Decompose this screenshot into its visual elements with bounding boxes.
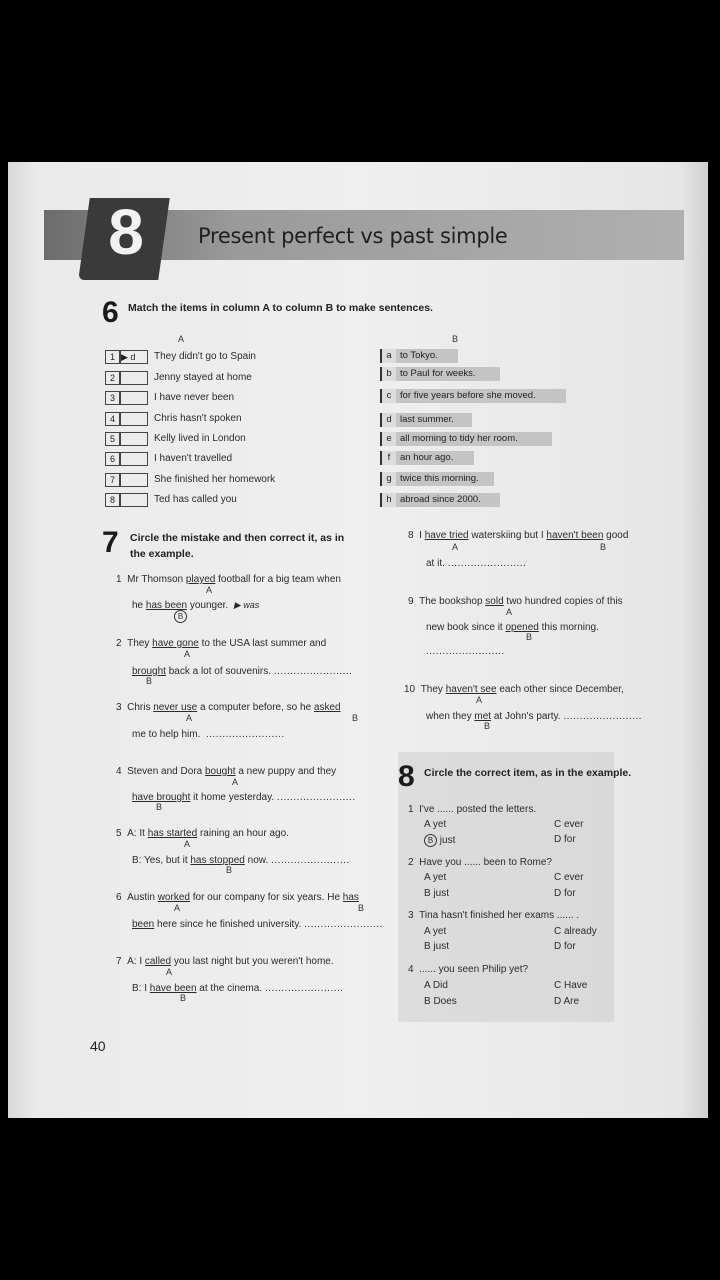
text: me to help him. — [132, 729, 201, 740]
item-number: 2 — [105, 371, 120, 385]
question-line — [116, 892, 359, 903]
answer-line[interactable]: ........................ — [563, 711, 643, 722]
item-letter: c — [382, 389, 396, 403]
option-b[interactable]: B just — [424, 941, 450, 952]
label-b: B — [146, 676, 153, 686]
dots[interactable]: ........................ — [426, 646, 505, 657]
answer-box[interactable] — [120, 493, 148, 507]
item-text: Ted has called you — [154, 494, 237, 505]
item-letter: b — [382, 367, 396, 381]
label-a: A — [476, 695, 483, 705]
text: each other since December, — [496, 684, 624, 695]
text: younger. — [187, 600, 229, 611]
text: They — [420, 684, 446, 695]
answer-box[interactable] — [120, 432, 148, 446]
text: this morning. — [538, 622, 599, 633]
option-d[interactable]: D for — [554, 888, 576, 899]
item-letter: h — [382, 493, 396, 507]
example-answer: ▶ was — [233, 600, 260, 610]
list-item — [380, 349, 458, 363]
answer-line[interactable]: ........................ — [271, 855, 350, 866]
question-line — [132, 600, 259, 611]
option-d[interactable]: D for — [554, 834, 576, 845]
exercise-8-instruction: Circle the correct item, as in the example. — [424, 767, 632, 779]
item-number: 4 — [105, 412, 120, 426]
item-text: twice this morning. — [400, 473, 479, 484]
exercise-7-instruction-line1: Circle the mistake and then correct it, as in — [130, 532, 345, 544]
item-text: abroad since 2000. — [400, 494, 481, 505]
exercise-7-number: 7 — [102, 526, 119, 559]
answer-box[interactable]: ▶ d — [120, 350, 148, 364]
label-b: B — [526, 632, 533, 642]
answer-box[interactable] — [120, 473, 148, 487]
label-b: B — [484, 721, 491, 731]
item-text: for five years before she moved. — [400, 390, 536, 401]
page-number: 40 — [90, 1038, 106, 1054]
label-a: A — [166, 967, 173, 977]
text: a computer before, so he — [197, 702, 314, 713]
option-a[interactable]: A yet — [424, 872, 447, 883]
item-text: She finished her homework — [154, 474, 276, 485]
answer-box[interactable] — [120, 391, 148, 405]
list-item — [380, 389, 566, 403]
text: a new puppy and they — [235, 766, 337, 777]
label-a: A — [174, 903, 181, 913]
option-b[interactable]: have been — [149, 983, 197, 994]
circled-answer: B — [424, 834, 437, 847]
text: They — [127, 638, 153, 649]
text: at it. — [426, 558, 445, 569]
option-c[interactable]: C already — [554, 926, 597, 937]
exercise-6-instruction: Match the items in column A to column B to make sentences. — [128, 302, 433, 314]
label-a: A — [232, 777, 239, 787]
text: good — [603, 530, 629, 541]
workbook-page — [8, 162, 708, 1118]
question-line — [132, 919, 383, 930]
label-a: A — [206, 585, 213, 595]
question-line — [116, 638, 326, 649]
question-line — [426, 558, 526, 569]
item-letter: a — [382, 349, 396, 363]
text: here since he finished university. — [154, 919, 302, 930]
label-b: B — [352, 713, 359, 723]
text: it home yesterday. — [190, 792, 275, 803]
option-a[interactable]: A yet — [424, 819, 447, 830]
question-line — [132, 855, 350, 866]
option-b[interactable]: haven't been — [546, 530, 604, 541]
question-text: I've ...... posted the letters. — [419, 804, 537, 815]
column-a-label: A — [178, 334, 185, 344]
option-b[interactable]: met — [474, 711, 492, 722]
item-letter: d — [382, 413, 396, 427]
item-text: Kelly lived in London — [154, 433, 246, 444]
answer-line[interactable]: ........................ — [264, 983, 344, 994]
item-text: Jenny stayed at home — [154, 372, 252, 383]
item-text: I haven't travelled — [154, 453, 233, 464]
option-b[interactable] — [424, 834, 455, 847]
text: you last night but you weren't home. — [171, 956, 334, 967]
question-line — [408, 530, 628, 541]
text: football for a big team when — [215, 574, 341, 585]
option-b[interactable]: asked — [313, 702, 341, 713]
circled-b: B — [174, 610, 187, 623]
text: he — [132, 600, 146, 611]
label-a: A — [506, 607, 513, 617]
question-number: 1 — [408, 804, 414, 815]
label-a: A — [184, 839, 191, 849]
question-number: 3 — [408, 910, 414, 921]
item-number: 6 — [105, 452, 120, 466]
question-number: 9 — [408, 596, 414, 607]
question-text: ...... you seen Philip yet? — [419, 964, 529, 975]
text: waterskiing but I — [468, 530, 547, 541]
list-item — [380, 472, 494, 486]
item-letter: e — [382, 432, 396, 446]
text: two hundred copies of this — [503, 596, 623, 607]
option-a[interactable]: have tried — [424, 530, 469, 541]
option-a[interactable]: has started — [147, 828, 198, 839]
option-a[interactable]: sold — [485, 596, 504, 607]
text: Chris — [127, 702, 154, 713]
label-a: A — [186, 713, 193, 723]
answer-line[interactable]: ........................ — [447, 558, 527, 569]
option-a[interactable]: called — [144, 956, 172, 967]
answer-box[interactable] — [120, 371, 148, 385]
option-a[interactable]: played — [185, 574, 216, 585]
option-a[interactable]: never use — [153, 702, 198, 713]
question-number: 4 — [408, 964, 414, 975]
option-b[interactable]: has stopped — [190, 855, 245, 866]
option-a[interactable]: bought — [204, 766, 236, 777]
list-item — [380, 432, 552, 446]
text: Mr Thomson — [127, 574, 186, 585]
question-text: Have you ...... been to Rome? — [419, 857, 552, 868]
text: for our company for six years. He — [189, 892, 343, 903]
question-line — [426, 622, 599, 633]
question-line — [404, 684, 624, 695]
option-b[interactable]: opened — [505, 622, 539, 633]
answer-box[interactable] — [120, 412, 148, 426]
item-number: 1 — [105, 350, 120, 364]
item-letter: f — [382, 451, 396, 465]
option-c[interactable]: C Have — [554, 980, 588, 991]
question-line — [116, 828, 289, 839]
list-item — [380, 367, 500, 381]
text: The bookshop — [419, 596, 486, 607]
question-line — [408, 804, 536, 815]
option-b[interactable]: has — [342, 892, 359, 903]
question-line — [408, 596, 623, 607]
label-a: A — [452, 542, 459, 552]
question-line — [116, 574, 341, 585]
item-text: to Tokyo. — [400, 350, 438, 361]
text: B: I — [132, 983, 150, 994]
question-line — [408, 964, 528, 975]
option-d[interactable]: D Are — [554, 996, 580, 1007]
option-c[interactable]: C ever — [554, 872, 584, 883]
question-line — [408, 910, 579, 921]
label-b: B — [180, 993, 187, 1003]
option-a[interactable]: A Did — [424, 980, 448, 991]
question-line — [132, 666, 352, 677]
item-text: I have never been — [154, 392, 235, 403]
text: at John's party. — [491, 711, 561, 722]
item-text: They didn't go to Spain — [154, 351, 256, 362]
question-number: 3 — [116, 702, 122, 713]
question-text: Tina hasn't finished her exams ...... . — [419, 910, 580, 921]
text: back a lot of souvenirs. — [165, 666, 271, 677]
text: I — [419, 530, 425, 541]
answer-line[interactable]: ........................ — [205, 729, 285, 740]
question-line — [132, 792, 356, 803]
question-number: 10 — [404, 684, 416, 695]
text: to the USA last summer and — [198, 638, 327, 649]
question-line — [426, 711, 643, 722]
question-line — [116, 766, 336, 777]
column-b-label: B — [452, 334, 459, 344]
item-text: last summer. — [400, 414, 454, 425]
option-a[interactable]: haven't see — [445, 684, 497, 695]
answer-line[interactable] — [426, 646, 505, 657]
text: new book since it — [426, 622, 506, 633]
page-title: Present perfect vs past simple — [198, 224, 508, 248]
label-b: B — [600, 542, 607, 552]
text: Austin — [127, 892, 158, 903]
option-a[interactable]: have gone — [152, 638, 199, 649]
item-letter: g — [382, 472, 396, 486]
item-number: 3 — [105, 391, 120, 405]
label-b: B — [226, 865, 233, 875]
option-text: just — [439, 835, 456, 846]
option-b[interactable]: B Does — [424, 996, 457, 1007]
option-a[interactable]: worked — [157, 892, 190, 903]
item-number: 5 — [105, 432, 120, 446]
question-number: 5 — [116, 828, 122, 839]
item-text: Chris hasn't spoken — [154, 413, 242, 424]
item-text: to Paul for weeks. — [400, 368, 476, 379]
question-line — [408, 857, 552, 868]
answer-line[interactable]: ........................ — [304, 919, 383, 930]
option-b-continued[interactable]: been — [132, 919, 155, 930]
option-a[interactable]: A yet — [424, 926, 447, 937]
exercise-8-number: 8 — [398, 760, 415, 793]
question-number: 1 — [116, 574, 122, 585]
label-b: B — [156, 802, 163, 812]
answer-box[interactable] — [120, 452, 148, 466]
question-line — [116, 702, 341, 713]
question-line — [132, 983, 344, 994]
text: when they — [426, 711, 475, 722]
exercise-6-number: 6 — [102, 296, 119, 329]
question-number: 7 — [116, 956, 122, 967]
item-number: 8 — [105, 493, 120, 507]
question-line — [116, 956, 334, 967]
question-number: 6 — [116, 892, 122, 903]
question-number: 4 — [116, 766, 122, 777]
text: A: It — [127, 828, 148, 839]
list-item — [380, 413, 472, 427]
question-number: 8 — [408, 530, 414, 541]
option-b[interactable]: have brought — [132, 792, 191, 803]
text: now. — [244, 855, 269, 866]
option-b[interactable]: has been — [145, 600, 188, 611]
option-d[interactable]: D for — [554, 941, 576, 952]
item-text: all morning to tidy her room. — [400, 433, 518, 444]
option-b[interactable]: B just — [424, 888, 450, 899]
list-item — [380, 451, 474, 465]
text: A: I — [127, 956, 145, 967]
text: Steven and Dora — [127, 766, 205, 777]
item-number: 7 — [105, 473, 120, 487]
question-line — [132, 729, 285, 740]
option-c[interactable]: C ever — [554, 819, 584, 830]
answer-line[interactable]: ........................ — [273, 666, 353, 677]
label-a: A — [184, 649, 191, 659]
answer-line[interactable]: ........................ — [276, 792, 356, 803]
text: B: Yes, but it — [132, 855, 191, 866]
option-b[interactable]: brought — [132, 666, 166, 677]
label-b: B — [358, 903, 365, 913]
list-item — [380, 493, 500, 507]
item-text: an hour ago. — [400, 452, 454, 463]
question-number: 2 — [408, 857, 414, 868]
unit-number: 8 — [108, 196, 144, 268]
text: raining an hour ago. — [197, 828, 289, 839]
text: at the cinema. — [196, 983, 263, 994]
question-number: 2 — [116, 638, 122, 649]
exercise-7-instruction-line2: the example. — [130, 548, 194, 560]
